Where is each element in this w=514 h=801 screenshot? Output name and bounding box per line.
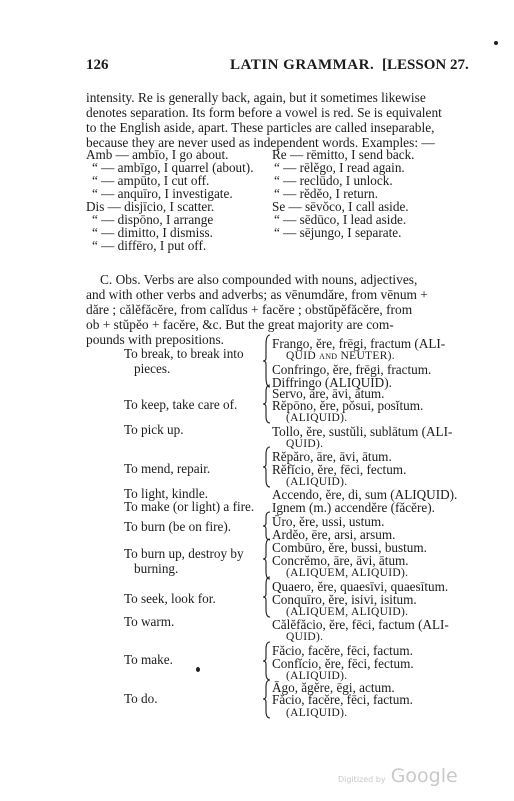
example-item: “ — ambīgo, I quarrel (about). [92,160,254,175]
ink-spot [196,667,200,672]
example-item: “ — rēlĕgo, I read again. [274,160,405,175]
vocab-latin: QUID). [286,631,324,643]
vocab-english: To break, to break into [124,346,244,361]
vocab-english: To pick up. [124,422,184,437]
vocab-english: To do. [124,691,158,706]
vocab-latin: Concrĕmo, āre, āvi, ātum. [272,553,409,568]
example-item: “ — dispōno, I arrange [92,212,214,227]
obs-line: pounds with prepositions. [86,332,224,347]
example-item: “ — rĕdĕo, I return. [274,186,378,201]
vocab-english: burning. [134,561,179,576]
vocab-latin: QUID and NEUTER). [286,350,395,362]
obs-line: C. Obs. Verbs are also compounded with nouns, adjectives, [100,272,418,287]
vocab-english: To burn up, destroy by [124,546,244,561]
intro-line: intensity. Re is generally back, again, but it sometimes likewise [86,90,426,105]
example-item: Re — rēmitto, I send back. [272,147,415,162]
example-item: “ — reclūdo, I unlock. [274,173,393,188]
vocab-latin: Combūro, ĕre, bussi, bustum. [272,540,427,555]
google-logo: Google [390,765,458,787]
running-title: LATIN GRAMMAR. [230,57,375,73]
example-item: Se — sēvŏco, I call aside. [272,199,409,214]
vocab-latin: (ALIQUID). [286,707,348,719]
vocab-latin: Conquīro, ĕre, isivi, isitum. [272,592,417,607]
vocab-latin: Ardĕo, ēre, arsi, arsum. [272,527,396,542]
obs-line: and with other verbs and adverbs; as vēnumdăre, from vēnum + [86,287,428,302]
vocab-latin: Făcio, facĕre, fēci, factum. [272,643,413,658]
vocab-latin: Rĕfĭcio, ĕre, fēci, fectum. [272,462,407,477]
page-number: 126 [86,57,109,73]
brace [262,679,272,719]
brace [262,384,272,424]
brace [262,511,272,541]
vocab-english: pieces. [134,361,171,376]
example-item: “ — anquīro, I investigate. [92,186,233,201]
obs-line: dăre ; călĕfăcĕre, from calĭdus + facĕre ; obstŭpĕfăcĕre, from [86,302,413,317]
vocab-latin: Diffringo (ALIQUID). [272,375,392,390]
example-item: “ — dimitto, I dismiss. [92,225,213,240]
vocab-latin: Confringo, ĕre, frēgi, fractum. [272,362,432,377]
vocab-latin: Rĕpōno, ĕre, pŏsui, posĭtum. [272,398,424,413]
vocab-latin: QUID). [286,438,324,450]
example-item: “ — sēdūco, I lead aside. [274,212,407,227]
vocab-latin: Accendo, ĕre, di, sum (ALIQUID). [272,487,458,502]
vocab-latin: Confĭcio, ĕre, fēci, fectum. [272,656,414,671]
example-item: Amb — ambīo, I go about. [86,147,229,162]
vocab-latin: Āgo, ăgĕre, ēgi, actum. [272,680,395,695]
ink-spot [494,41,498,45]
example-item: “ — sējungo, I separate. [274,225,402,240]
vocab-latin: (ALIQUID). [286,412,348,424]
brace [262,576,272,618]
brace [262,538,272,580]
vocab-latin: Făcio, facĕre, fēci, factum. [272,692,413,707]
example-item: Dis — disjīcio, I scatter. [86,199,215,214]
vocab-english: To seek, look for. [124,591,216,606]
vocab-latin: (ALIQUID). [286,670,348,682]
vocab-latin: Quaero, ĕre, quaesīvi, quaesītum. [272,579,449,594]
vocab-english: To make. [124,652,173,667]
lesson-number: [LESSON 27. [382,57,469,73]
vocab-latin: Servo, āre, āvi, ātum. [272,386,385,401]
brace [262,641,272,681]
vocab-latin: Călĕfăcio, ĕre, fēci, factum (ALI- [272,617,449,632]
vocab-english: To warm. [124,614,175,629]
vocab-english: To burn (be on fire). [124,519,232,534]
intro-line: to the English aside, apart. These particles are called inseparable, [86,120,435,135]
vocab-english: To mend, repair. [124,461,211,476]
brace [262,446,272,488]
intro-line: because they are never used as independent words. Examples: — [86,135,435,150]
vocab-latin: Frango, ĕre, frēgi, fractum (ALI- [272,336,446,351]
vocab-english: To light, kindle. [124,486,209,501]
vocab-latin: (ALIQUEM, ALIQUID). [286,567,409,579]
vocab-latin: Tollo, ĕre, sustŭli, sublātum (ALI- [272,424,453,439]
example-item: “ — diffēro, I put off. [92,238,207,253]
vocab-latin: (ALIQUEM, ALIQUID). [286,606,409,618]
vocab-latin: Rĕpăro, āre, āvi, ātum. [272,449,392,464]
vocab-latin: (ALIQUID). [286,476,348,488]
vocab-english: To keep, take care of. [124,397,238,412]
vocab-latin: Ignem (m.) accendĕre (făcĕre). [272,500,435,515]
digitized-watermark [338,765,458,787]
vocab-english: To make (or light) a fire. [124,499,255,514]
brace [262,334,272,388]
intro-line: denotes separation. Its form before a vowel is red. Se is equivalent [86,105,442,120]
vocab-latin: Ūro, ĕre, ussi, ustum. [272,514,385,529]
obs-line: ob + stŭpĕo + facĕre, &c. But the great majority are com- [86,317,394,332]
digitized-by-text: Digitized by [338,775,386,784]
example-item: “ — ampūto, I cut off. [92,173,210,188]
